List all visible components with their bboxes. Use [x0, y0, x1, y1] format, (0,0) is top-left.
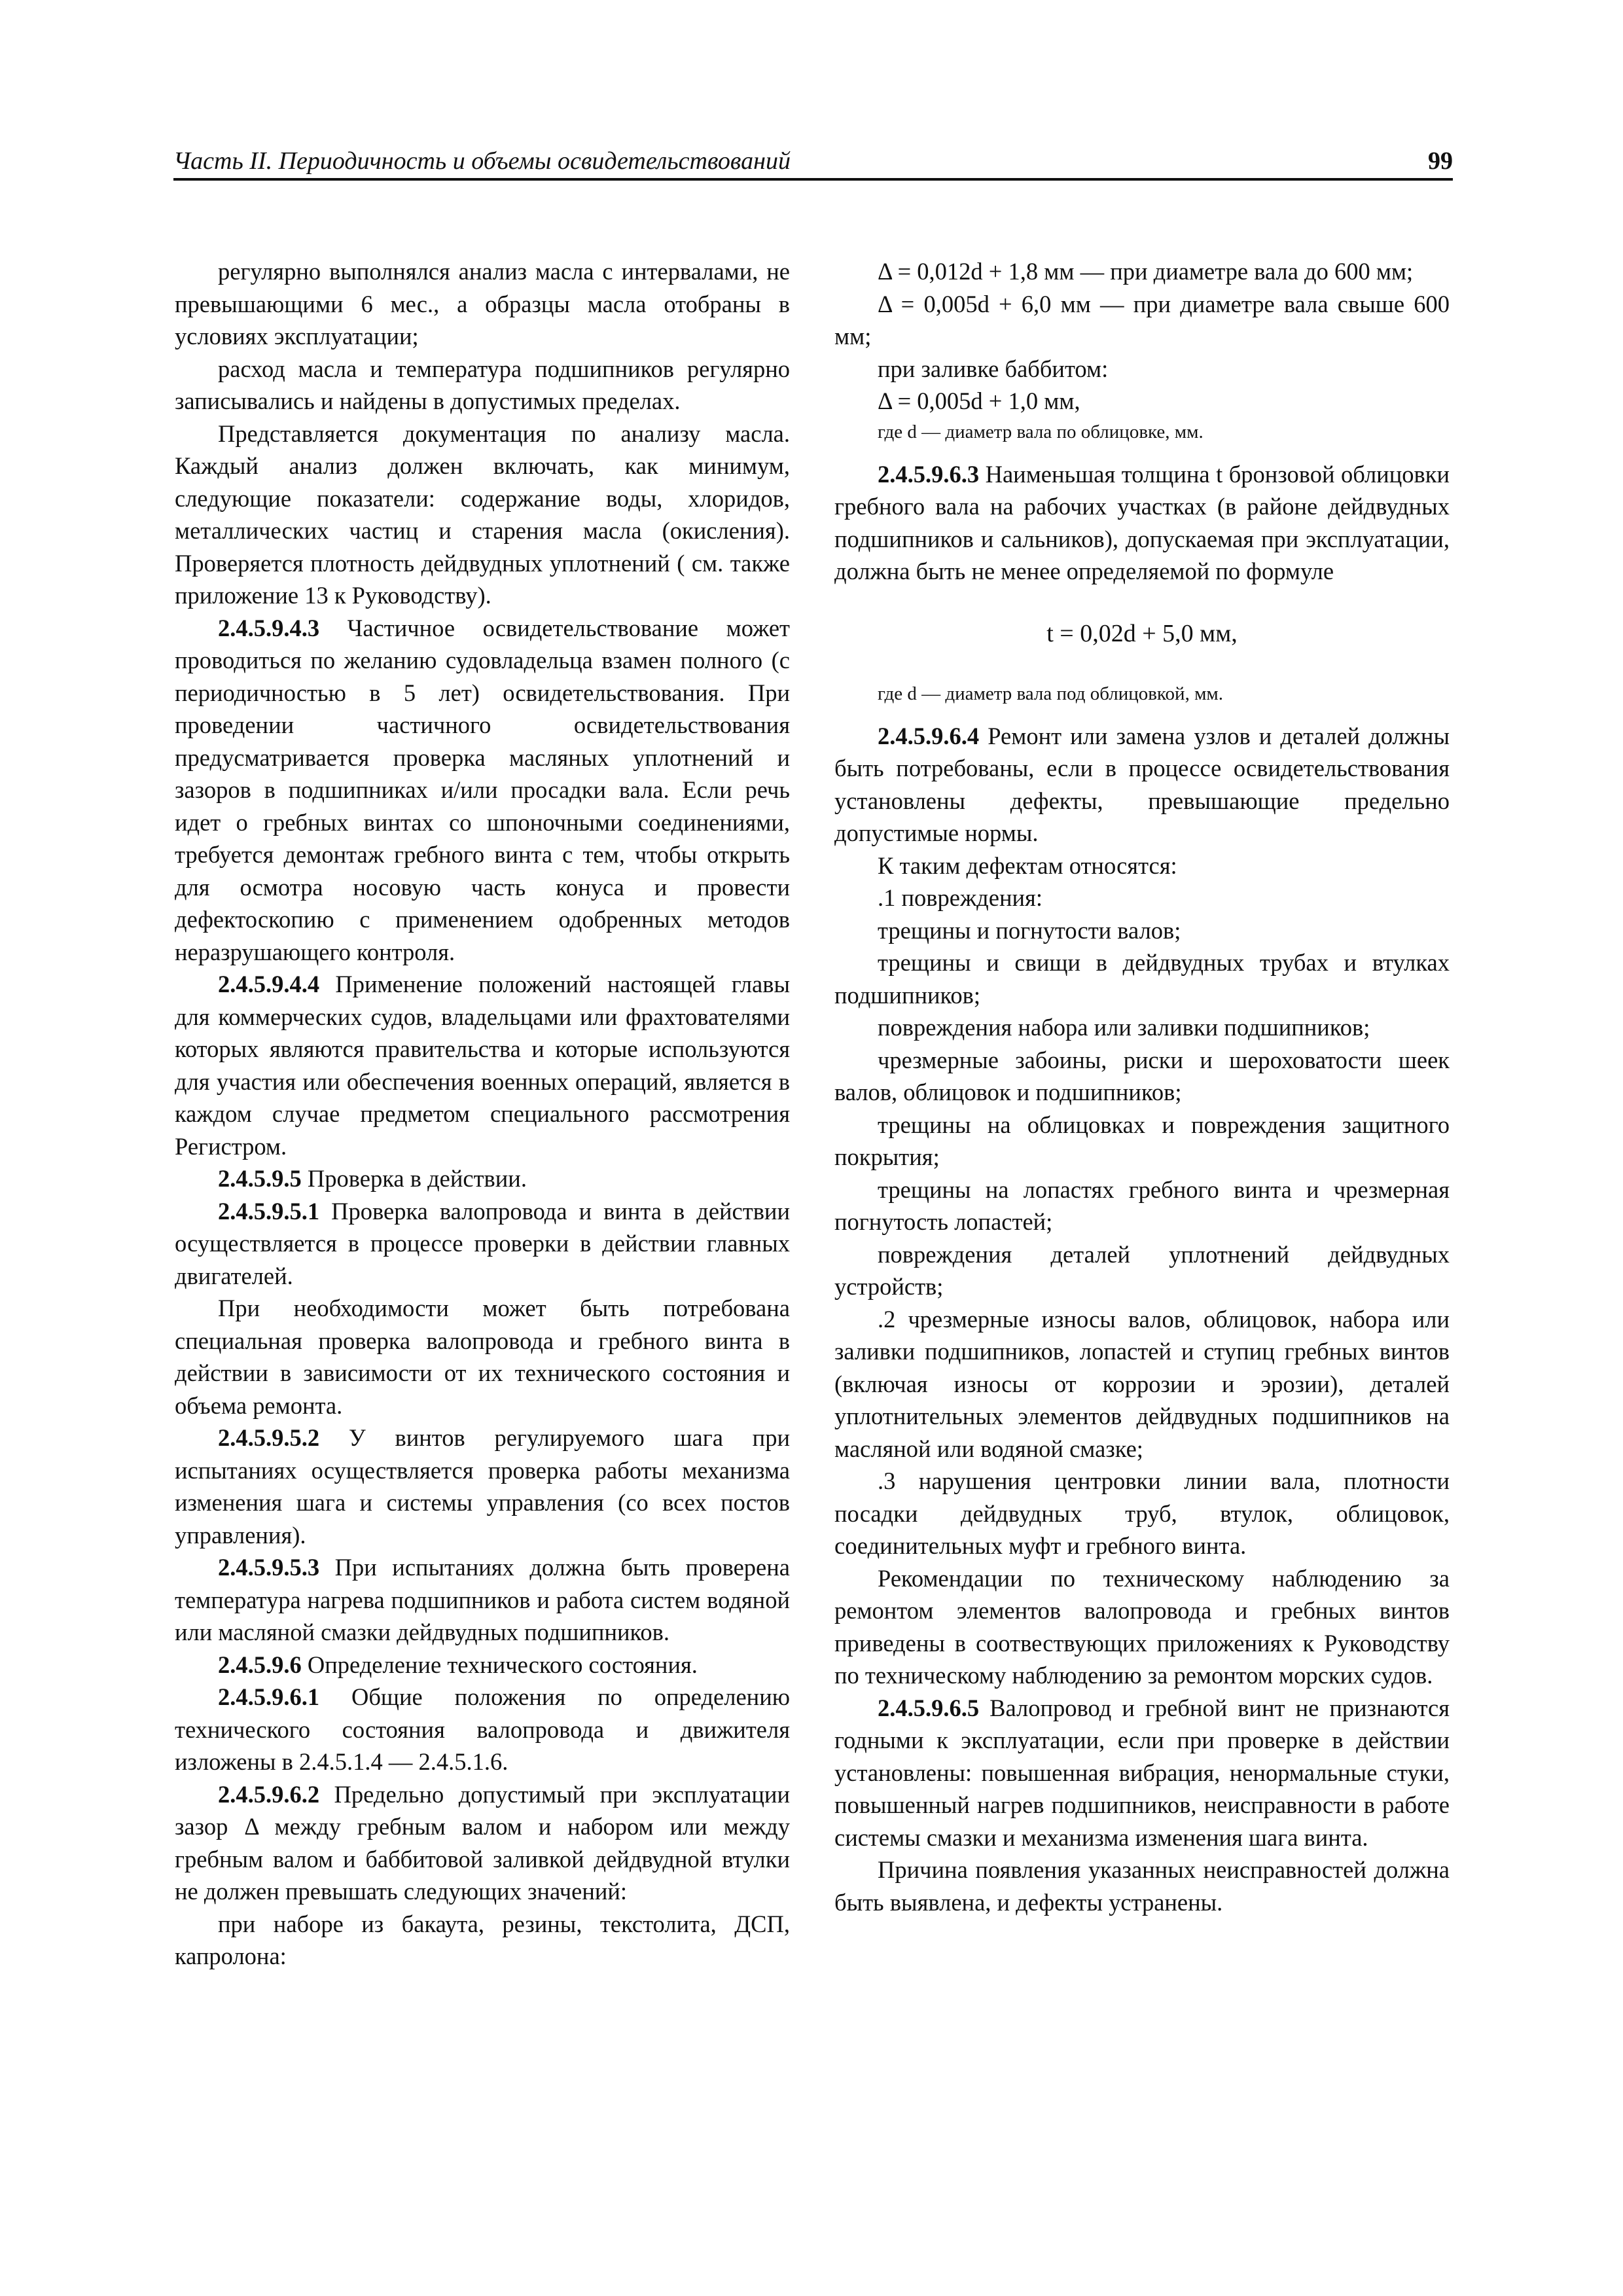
section-number: 2.4.5.9.6.2 [218, 1780, 320, 1808]
list-item: .3 нарушения центровки линии вала, плотности посадки дейдвудных труб, втулок, облицовок, соединительных муфт и гребного винта. [834, 1467, 1450, 1559]
paragraph: 2.4.5.9.6.3 Наименьшая толщина t бронзовой облицовки гребного вала на рабочих участках (в районе дейдвудных подшипников и сальников), допускаемая при эксплуатации, должна быть не менее определяемой по формуле [834, 460, 1450, 584]
section-number: 2.4.5.9.5.1 [218, 1197, 320, 1225]
section-number: 2.4.5.9.4.3 [218, 614, 320, 641]
paragraph: Причина появления указанных неисправностей должна быть выявлена, и дефекты устранены. [834, 1856, 1450, 1916]
section-number: 2.4.5.9.6 [218, 1651, 302, 1678]
formula-line: Δ = 0,005d + 6,0 мм — при диаметре вала свыше 600 мм; [834, 290, 1450, 350]
section-number: 2.4.5.9.5 [218, 1165, 302, 1192]
paragraph: регулярно выполнялся анализ масла с интервалами, не превышающими 6 мес., а образцы масла отобраны в условиях эксплуатации; [175, 258, 790, 350]
paragraph: 2.4.5.9.4.3 Частичное освидетельствование может проводиться по желанию судовладельца взамен полного (с периодичностью в 5 лет) освидетельствования. При проведении частичного освидетельствования предусматривается проверка масляных уплотнений и зазоров в подшипниках и/или просадки вала. Если речь идет о гребных винтах со шпоночными соединениями, требуется демонтаж гребного винта с тем, чтобы открыть для осмотра носовую часть конуса и провести дефектоскопию с применением одобренных методов неразрушающего контроля. [175, 614, 790, 965]
paragraph: 2.4.5.9.6.5 Валопровод и гребной винт не признаются годными к эксплуатации, если при проверке в действии установлены: повышенная вибрация, ненормальные стуки, повышенный нагрев подшипников, неисправности в работе системы смазки и механизма изменения шага винта. [834, 1694, 1450, 1851]
list-item: повреждения набора или заливки подшипников; [878, 1014, 1370, 1041]
list-item: чрезмерные забоины, риски и шероховатости шеек валов, облицовок и подшипников; [834, 1046, 1450, 1105]
paragraph: при заливке баббитом: [878, 355, 1109, 382]
formula-line: Δ = 0,005d + 1,0 мм, [878, 387, 1080, 414]
list-item: .1 повреждения: [878, 884, 1043, 911]
paragraph: К таким дефектам относятся: [878, 852, 1177, 879]
header-title: Часть II. Периодичность и объемы освидетельствований [173, 147, 791, 175]
paragraph: 2.4.5.9.5.3 При испытаниях должна быть проверена температура нагрева подшипников и работа систем водяной или масляной смазки дейдвудных подшипников. [175, 1554, 790, 1645]
paragraph: 2.4.5.9.4.4 Применение положений настоящей главы для коммерческих судов, владельцами или фрахтователями которых являются правительства и которые используются для участия или обеспечения военных операций, является в каждом случае предметом специального рассмотрения Регистром. [175, 971, 790, 1160]
paragraph: при наборе из бакаута, резины, текстолита, ДСП, капролона: [175, 1910, 790, 1969]
paragraph: 2.4.5.9.5 Проверка в действии. [218, 1165, 527, 1192]
paragraph: Представляется документация по анализу масла. Каждый анализ должен включать, как минимум, следующие показатели: содержание воды, хлоридов, металлических частиц и старения масла (окисления). Проверяется плотность дейдвудных уплотнений ( см. также приложение 13 к Руководству). [175, 420, 790, 609]
section-number: 2.4.5.9.5.2 [218, 1424, 320, 1451]
formula-line: Δ = 0,012d + 1,8 мм — при диаметре вала до 600 мм; [878, 258, 1414, 285]
section-number: 2.4.5.9.6.4 [878, 722, 980, 749]
list-item: трещины и свищи в дейдвудных трубах и втулках подшипников; [834, 949, 1450, 1009]
list-item: повреждения деталей уплотнений дейдвудных устройств; [834, 1240, 1450, 1300]
list-item: .2 чрезмерные износы валов, облицовок, набора или заливки подшипников, лопастей и ступиц гребных винтов (включая износы от коррозии и эрозии), деталей уплотнительных элементов дейдвудных подшипников на масляной или водяной смазке; [834, 1305, 1450, 1462]
section-number: 2.4.5.9.6.5 [878, 1694, 980, 1721]
section-number: 2.4.5.9.6.3 [878, 460, 980, 488]
running-header [173, 145, 1453, 181]
section-number: 2.4.5.9.4.4 [218, 971, 320, 997]
right-column [834, 255, 1450, 1918]
paragraph: 2.4.5.9.6.1 Общие положения по определению технического состояния валопровода и движителя изложены в 2.4.5.1.4 — 2.4.5.1.6. [175, 1683, 790, 1775]
list-item: трещины и погнутости валов; [878, 916, 1181, 944]
paragraph: Рекомендации по техническому наблюдению за ремонтом элементов валопровода и гребных винтов приведены в соотвествующих приложениях к Руководству по техническому наблюдению за ремонтом морских судов. [834, 1564, 1450, 1689]
paragraph: 2.4.5.9.5.1 Проверка валопровода и винта в действии осуществляется в процессе проверки в действии главных двигателей. [175, 1197, 790, 1289]
formula-note: где d — диаметр вала по облицовке, мм. [878, 421, 1204, 442]
paragraph: 2.4.5.9.6 Определение технического состояния. [218, 1651, 698, 1678]
section-number: 2.4.5.9.5.3 [218, 1554, 320, 1581]
list-item: трещины на облицовках и повреждения защитного покрытия; [834, 1111, 1450, 1170]
left-column [175, 255, 790, 1973]
paragraph: 2.4.5.9.6.4 Ремонт или замена узлов и деталей должны быть потребованы, если в процессе освидетельствования установлены дефекты, превышающие предельно допустимые нормы. [834, 722, 1450, 846]
paragraph: расход масла и температура подшипников регулярно записывались и найдены в допустимых пределах. [175, 355, 790, 414]
section-number: 2.4.5.9.6.1 [218, 1683, 320, 1710]
formula-note: где d — диаметр вала под облицовкой, мм. [878, 683, 1224, 704]
list-item: трещины на лопастях гребного винта и чрезмерная погнутость лопастей; [834, 1175, 1450, 1235]
paragraph: При необходимости может быть потребована специальная проверка валопровода и гребного винта в действии в зависимости от их технического состояния и объема ремонта. [175, 1295, 790, 1419]
paragraph: 2.4.5.9.5.2 У винтов регулируемого шага при испытаниях осуществляется проверка работы механизма изменения шага и системы управления (со всех постов управления). [175, 1424, 790, 1549]
page-number: 99 [1428, 147, 1453, 175]
formula-centered: t = 0,02d + 5,0 мм, [1046, 619, 1238, 647]
paragraph: 2.4.5.9.6.2 Предельно допустимый при эксплуатации зазор Δ между гребным валом и набором или между гребным валом и баббитовой заливкой дейдвудной втулки не должен превышать следующих значений: [175, 1780, 790, 1905]
